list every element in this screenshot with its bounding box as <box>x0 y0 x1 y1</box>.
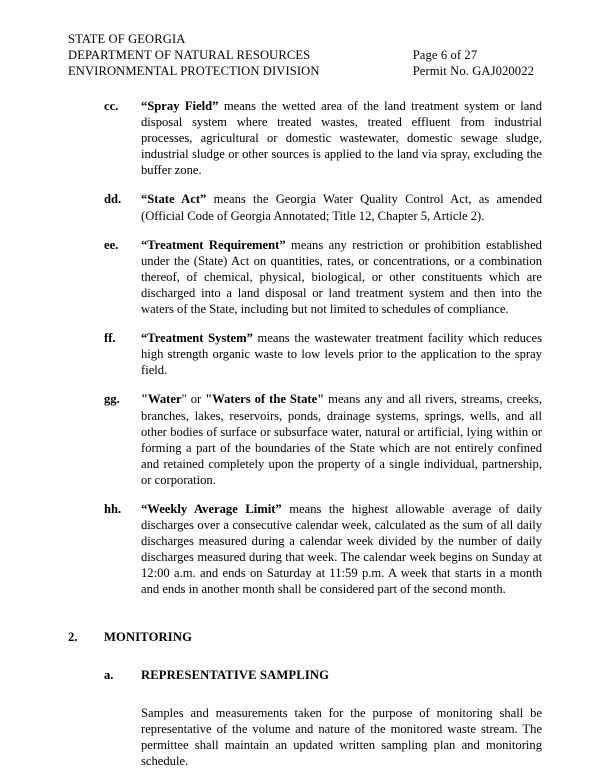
permit-number-label: Permit No. GAJ020022 <box>412 64 534 79</box>
subsection-heading: REPRESENTATIVE SAMPLING <box>141 667 330 682</box>
definition-term: “Spray Field” <box>141 99 219 113</box>
definition-term: “Weekly Average Limit” <box>141 501 282 516</box>
spacer <box>0 645 600 667</box>
document-header <box>68 31 542 80</box>
issuing-agency-block <box>68 31 320 80</box>
agency-line-state: STATE OF GEORGIA <box>68 32 186 46</box>
definition-marker: gg. <box>104 392 120 407</box>
definition-item <box>0 237 600 317</box>
definition-term-separator: " or <box>181 392 206 407</box>
definition-term: "Water <box>141 392 182 407</box>
definition-marker: ee. <box>104 237 119 252</box>
definition-term-alt: "Waters of the State" <box>205 392 325 407</box>
definition-body: means the wastewater treatment facility which reduces high strength organic waste to low levels prior to the application to the spray field. <box>141 331 542 378</box>
definition-item <box>0 191 600 223</box>
document-body <box>0 98 600 769</box>
definition-marker: cc. <box>104 99 119 113</box>
definition-body: means the Georgia Water Quality Control Act, as amended (Official Code of Georgia Annotated; Title 12, Chapter 5, Article 2). <box>141 192 542 223</box>
definition-body: means any restriction or prohibition established under the (State) Act on quantities, rates, or concentrations, or a combination thereof, of chemical, physical, biological, or other constituents which are discharged into a land disposal or land treatment system and then into the waters of the State, including but not limited to schedules of compliance. <box>141 237 542 317</box>
definition-item <box>0 98 600 178</box>
spacer <box>0 611 600 629</box>
subsection-representative-sampling <box>0 667 600 683</box>
section-heading: MONITORING <box>104 629 193 644</box>
definition-item <box>0 391 600 488</box>
definition-term: “Treatment Requirement” <box>141 237 286 252</box>
definition-marker: ff. <box>104 331 116 346</box>
definition-term: “State Act” <box>141 192 207 207</box>
definition-item <box>0 330 600 378</box>
definition-marker: dd. <box>104 192 122 207</box>
definition-term: “Treatment System” <box>141 331 253 346</box>
definition-body: means the highest allowable average of daily discharges over a consecutive calendar week, calculated as the sum of all daily discharges measured during a calendar week divided by the number of daily discharges measured during that week. The calendar week begins on Sunday at 12:00 a.m. and ends on Saturday at 11:59 p.m. A week that starts in a month and ends in another month shall be considered part of the second month. <box>141 501 542 597</box>
definition-item <box>0 501 600 598</box>
page-meta-block <box>413 31 542 80</box>
definition-marker: hh. <box>104 501 122 516</box>
section-marker: 2. <box>68 629 78 644</box>
definition-body: means the wetted area of the land treatment system or land disposal system where treated wastes, treated effluent from industrial processes, agricultural or domestic wastewater, domestic sewage sludge, industrial sludge or other sources is applied to the land via spray, excluding the buffer zone. <box>141 99 542 178</box>
agency-line-division: ENVIRONMENTAL PROTECTION DIVISION <box>68 64 320 79</box>
subsection-paragraph: Samples and measurements taken for the purpose of monitoring shall be representative of the volume and nature of the monitored waste stream. The permittee shall maintain an updated written sampling plan and monitoring schedule. <box>141 705 542 768</box>
page-number-label: Page 6 of 27 <box>412 48 478 63</box>
definition-body: means any and all rivers, streams, creeks, branches, lakes, reservoirs, ponds, drainage systems, springs, wells, and all other bodies of surface or subsurface water, natural or artificial, lying within or forming a part of the boundaries of the State which are not entirely confined and retained completely upon the property of a single individual, partnership, or corporation. <box>141 392 542 487</box>
subsection-marker: a. <box>104 667 114 682</box>
section-monitoring <box>0 629 600 645</box>
agency-line-department: DEPARTMENT OF NATURAL RESOURCES <box>68 48 311 63</box>
spacer <box>0 683 600 705</box>
